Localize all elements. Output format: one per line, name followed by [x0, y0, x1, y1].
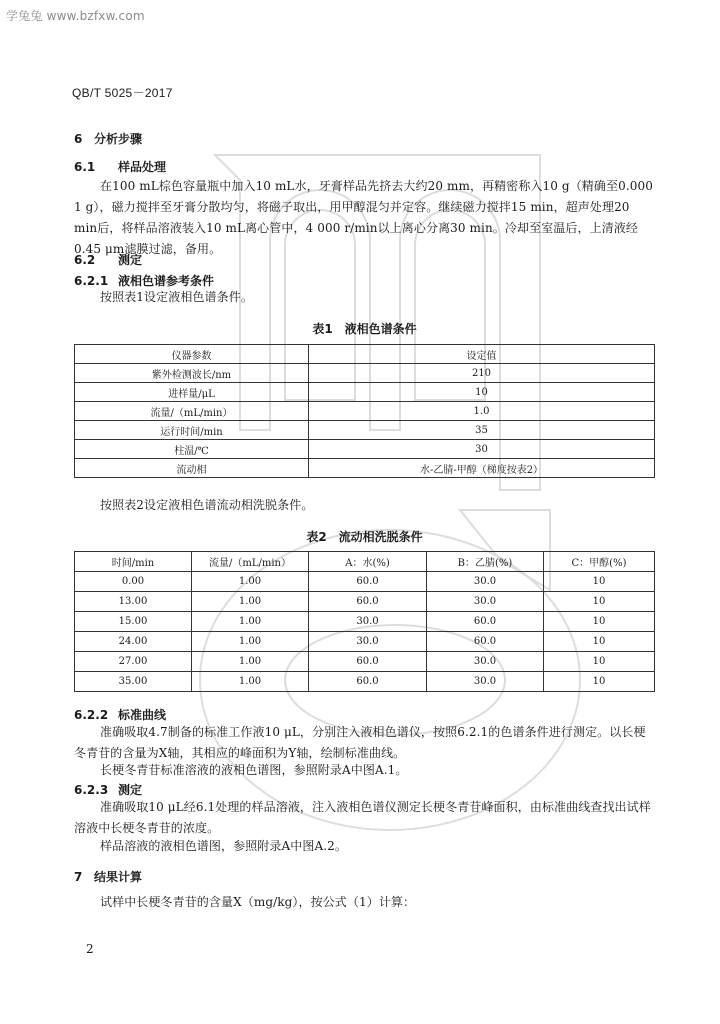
site-watermark: 学兔兔 www.bzfxw.com	[6, 9, 145, 23]
table-cell: 30.0	[427, 652, 544, 672]
table-cell: 流量/（mL/min）	[75, 402, 309, 421]
table-cell: 紫外检测波长/nm	[75, 364, 309, 383]
table-row	[75, 572, 655, 592]
section-7-heading	[74, 868, 142, 885]
section-title: 样品处理	[118, 160, 167, 174]
table-header-cell: 设定值	[309, 345, 655, 364]
table-cell: 35.00	[75, 672, 192, 692]
section-title: 分析步骤	[94, 132, 143, 146]
table-row	[75, 672, 655, 692]
table-cell: 30.0	[309, 632, 427, 652]
table-cell: 柱温/℃	[75, 440, 309, 459]
table-cell: 60.0	[309, 652, 427, 672]
table-row	[75, 459, 655, 478]
table-header-cell: A：水(%)	[309, 552, 427, 572]
table-header-cell: 时间/min	[75, 552, 192, 572]
table-cell: 1.00	[192, 632, 309, 652]
section-title: 液相色谱参考条件	[118, 274, 215, 288]
table-cell: 10	[544, 652, 655, 672]
table-2-elution-conditions	[74, 551, 655, 692]
table-cell: 1.00	[192, 652, 309, 672]
table-cell: 60.0	[427, 632, 544, 652]
table-cell: 流动相	[75, 459, 309, 478]
table-2-intro: 按照表2设定液相色谱流动相洗脱条件。	[100, 498, 314, 512]
determination-paragraph: 准确吸取10 μL经6.1处理的样品溶液，注入液相色谱仪测定长梗冬青苷峰面积，由标准曲线查找出试样溶液中长梗冬青苷的浓度。	[74, 800, 651, 835]
document-number: QB/T 5025－2017	[72, 86, 173, 100]
table-cell: 60.0	[427, 612, 544, 632]
section-6-2-2-heading	[74, 706, 166, 723]
table-cell: 运行时间/min	[75, 421, 309, 440]
table-2-caption: 表2 流动相洗脱条件	[306, 530, 423, 544]
sample-chromatogram-note: 样品溶液的液相色谱图，参照附录A中图A.2。	[100, 839, 347, 853]
section-6-2-3-heading	[74, 781, 142, 798]
table-row	[75, 383, 655, 402]
table-cell: 27.00	[75, 652, 192, 672]
table-row	[75, 652, 655, 672]
table-cell: 0.00	[75, 572, 192, 592]
table-header-cell: 仪器参数	[75, 345, 309, 364]
table-header-cell: C：甲醇(%)	[544, 552, 655, 572]
table-header-row	[75, 552, 655, 572]
table-cell: 1.00	[192, 672, 309, 692]
table-cell: 30.0	[427, 592, 544, 612]
section-number: 6.2.2	[74, 708, 109, 722]
table-row	[75, 632, 655, 652]
table-cell: 30.0	[309, 612, 427, 632]
table-cell: 10	[544, 632, 655, 652]
table-cell: 30	[309, 440, 655, 459]
page-number: 2	[86, 942, 94, 956]
table-header-cell: 流量/（mL/min）	[192, 552, 309, 572]
section-title: 结果计算	[94, 870, 143, 884]
table-cell: 15.00	[75, 612, 192, 632]
sample-prep-paragraph: 在100 mL棕色容量瓶中加入10 mL水，牙膏样品先挤去大约20 mm，再精密称入10 g（精确至0.000 1 g），磁力搅拌至牙膏分散均匀，将磁子取出，用甲醇混匀并定容。继续磁力搅拌15 min，超声处理20 min后，将样品溶液装入10 mL离心管中，4 000 r/min以上离心分离30 min。冷却至室温后，上清液经0.45 μm滤膜过滤，备用。	[74, 179, 653, 256]
table-cell: 60.0	[309, 592, 427, 612]
table-cell: 1.00	[192, 572, 309, 592]
table-cell: 10	[544, 592, 655, 612]
table-cell: 1.00	[192, 592, 309, 612]
section-number: 6.2.1	[74, 274, 109, 288]
section-title: 测定	[118, 783, 143, 797]
table-row	[75, 364, 655, 383]
calculation-paragraph: 试样中长梗冬青苷的含量X（mg/kg），按公式（1）计算：	[100, 895, 416, 909]
table-1-caption: 表1 液相色谱条件	[312, 322, 417, 336]
table-row	[75, 440, 655, 459]
table-cell: 1.0	[309, 402, 655, 421]
table-cell: 60.0	[309, 672, 427, 692]
section-number: 6.2.3	[74, 783, 109, 797]
table-cell: 进样量/μL	[75, 383, 309, 402]
section-number: 7	[74, 870, 83, 884]
table-cell: 30.0	[427, 672, 544, 692]
table-row	[75, 421, 655, 440]
table-cell: 35	[309, 421, 655, 440]
section-number: 6.1	[74, 160, 96, 174]
table-cell: 210	[309, 364, 655, 383]
standard-chromatogram-note: 长梗冬青苷标准溶液的液相色谱图，参照附录A中图A.1。	[100, 763, 408, 777]
table-header-cell: B：乙腈(%)	[427, 552, 544, 572]
section-6-heading	[74, 130, 142, 147]
table-row	[75, 592, 655, 612]
table-cell: 10	[544, 572, 655, 592]
table-cell: 30.0	[427, 572, 544, 592]
section-6-2-heading	[74, 251, 142, 268]
table-cell: 10	[544, 612, 655, 632]
table-row	[75, 612, 655, 632]
standard-curve-paragraph: 准确吸取4.7制备的标准工作液10 μL，分别注入液相色谱仪，按照6.2.1的色谱条件进行测定。以长梗冬青苷的含量为X轴，其相应的峰面积为Y轴，绘制标准曲线。	[74, 725, 646, 760]
lc-conditions-intro: 按照表1设定液相色谱条件。	[100, 290, 253, 304]
table-cell: 水-乙腈-甲醇（梯度按表2）	[309, 459, 655, 478]
section-6-1-heading	[74, 158, 166, 175]
section-number: 6.2	[74, 253, 96, 267]
section-title: 测定	[118, 253, 143, 267]
table-row	[75, 402, 655, 421]
table-header-row	[75, 345, 655, 364]
table-cell: 13.00	[75, 592, 192, 612]
table-cell: 60.0	[309, 572, 427, 592]
section-number: 6	[74, 132, 83, 146]
table-cell: 10	[309, 383, 655, 402]
table-cell: 24.00	[75, 632, 192, 652]
table-1-lc-conditions	[74, 344, 655, 478]
table-cell: 10	[544, 672, 655, 692]
table-cell: 1.00	[192, 612, 309, 632]
section-title: 标准曲线	[118, 708, 167, 722]
